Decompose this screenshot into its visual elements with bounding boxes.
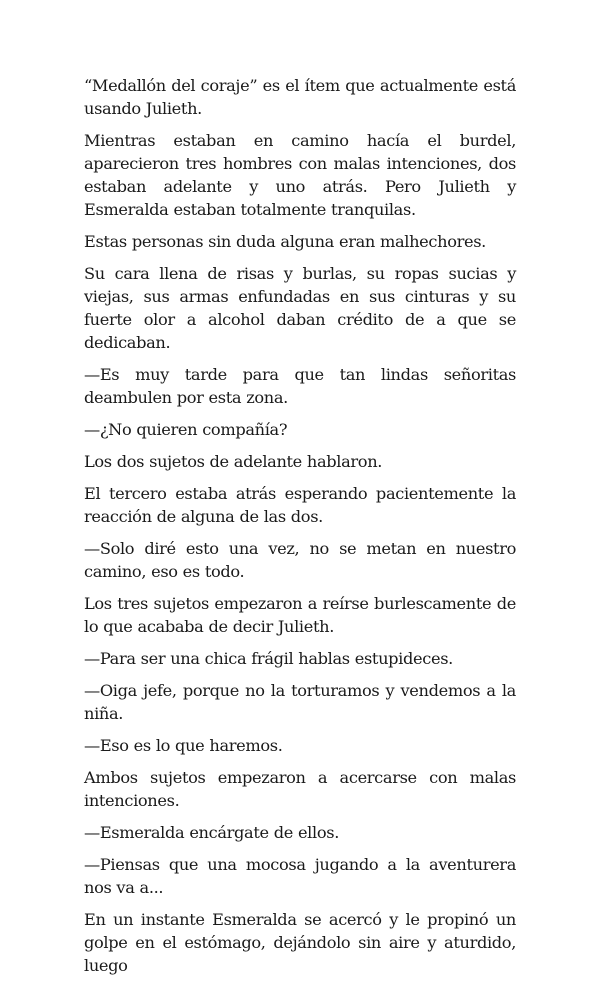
page-body-text xyxy=(84,74,516,986)
paragraph: El tercero estaba atrás esperando pacientemente la reacción de alguna de las dos. xyxy=(84,484,516,526)
paragraph: —Para ser una chica frágil hablas estupideces. xyxy=(84,649,453,668)
paragraph: En un instante Esmeralda se acercó y le propinó un golpe en el estómago, dejándolo sin aire y aturdido, luego xyxy=(84,910,516,975)
paragraph: Su cara llena de risas y burlas, su ropas sucias y viejas, sus armas enfundadas en sus cinturas y su fuerte olor a alcohol daban crédito de a que se dedicaban. xyxy=(84,264,516,352)
paragraph: Mientras estaban en camino hacía el burdel, aparecieron tres hombres con malas intenciones, dos estaban adelante y uno atrás. Pero Julieth y Esmeralda estaban totalmente tranquilas. xyxy=(84,131,516,219)
paragraph: Estas personas sin duda alguna eran malhechores. xyxy=(84,232,486,251)
paragraph: —Es muy tarde para que tan lindas señoritas deambulen por esta zona. xyxy=(84,365,516,407)
paragraph: —Oiga jefe, porque no la torturamos y vendemos a la niña. xyxy=(84,681,516,723)
paragraph: Los dos sujetos de adelante hablaron. xyxy=(84,452,383,471)
paragraph: —Piensas que una mocosa jugando a la aventurera nos va a... xyxy=(84,855,516,897)
paragraph: —Solo diré esto una vez, no se metan en nuestro camino, eso es todo. xyxy=(84,539,516,581)
paragraph: Ambos sujetos empezaron a acercarse con malas intenciones. xyxy=(84,768,516,810)
paragraph: Los tres sujetos empezaron a reírse burlescamente de lo que acababa de decir Julieth. xyxy=(84,594,516,636)
paragraph: —¿No quieren compañía? xyxy=(84,420,288,439)
paragraph: “Medallón del coraje” es el ítem que actualmente está usando Julieth. xyxy=(84,76,516,118)
paragraph: —Eso es lo que haremos. xyxy=(84,736,283,755)
paragraph: —Esmeralda encárgate de ellos. xyxy=(84,823,339,842)
